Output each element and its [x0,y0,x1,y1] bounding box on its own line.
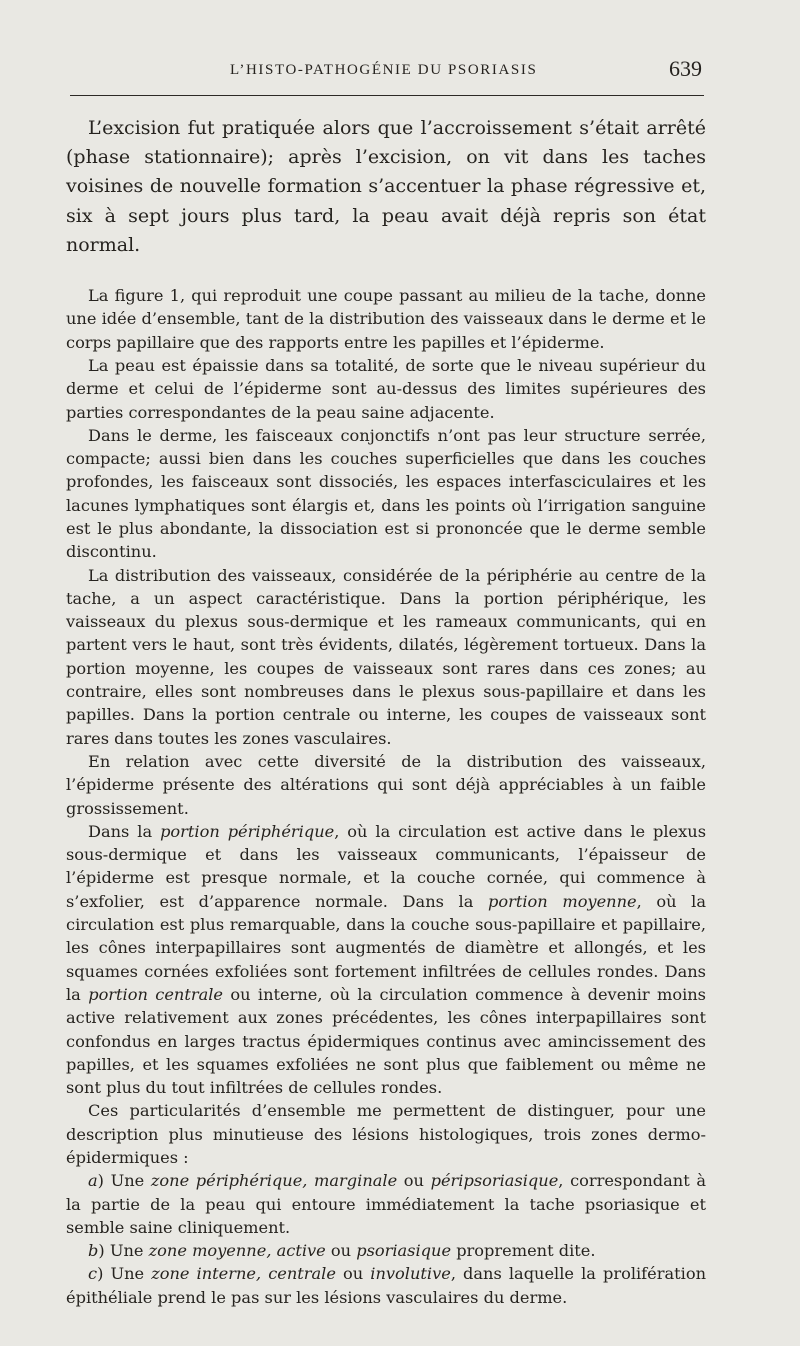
paragraph-relation: En relation avec cette diversité de la distribution des vaisseaux, l’épiderme présente des altérations qui sont déjà appréciables à un faible grossissement. [66,751,706,818]
paragraph-portions: Dans la portion périphérique, où la circulation est active dans le plexus sous-dermique et dans les vaisseaux communicants, l’épaisseur de l’épiderme est presque normale, et la couche cornée, qui commence à s’exfolier, est d’apparence normale. Dans la portion moyenne, où la circulation est plus remarquable, dans la couche sous-papillaire et papillaire, les cônes interpapillaires sont augmentés de diamètre et allongés, et les squames cornées exfoliées sont fortement infiltrées de cellules rondes. Dans la portion centrale ou interne, où la circulation commence à devenir moins active relativement aux zones précédentes, les cônes interpapillaires sont confondus en larges tractus épidermiques continus avec amincissement des papilles, et les squames exfoliées ne sont plus que faiblement ou même ne sont plus du tout infiltrées de cellules rondes. [66,821,706,1098]
paragraph-figure: La figure 1, qui reproduit une coupe passant au milieu de la tache, donne une idée d’ensemble, tant de la distribution des vaisseaux dans le derme et le corps papillaire que des rapports entre les papilles et l’épiderme. [66,286,706,352]
list-item-c: c) Une zone interne, centrale ou involutive, dans laquelle la prolifération épithéliale prend le pas sur les lésions vasculaires du derme. [66,1264,706,1307]
list-item-a: a) Une zone périphérique, marginale ou péripsoriasique, correspondant à la partie de la peau qui entoure immédiatement la tache psoriasique et semble saine cliniquement. [66,1171,706,1237]
running-title: L’HISTO-PATHOGÉNIE DU PSORIASIS [230,62,538,78]
paragraph-peau: La peau est épaissie dans sa totalité, de sorte que le niveau supérieur du derme et celui de l’épiderme sont au-dessus des limites supérieures des parties correspondantes de la peau saine adjacente. [66,355,706,422]
intro-section [66,114,706,260]
paragraph-particularites: Ces particularités d’ensemble me permettent de distinguer, pour une description plus minutieuse des lésions histologiques, trois zones dermo-épidermiques : [66,1101,706,1167]
intro-paragraph: L’excision fut pratiquée alors que l’accroissement s’était arrêté (phase stationnaire); après l’excision, on vit dans les taches voisines de nouvelle formation s’accentuer la phase régressive et, six à sept jours plus tard, la peau avait déjà repris son état normal. [66,117,706,256]
header-rule [70,95,704,96]
paragraph-distribution: La distribution des vaisseaux, considérée de la périphérie au centre de la tache, a un aspect caractéristique. Dans la portion périphérique, les vaisseaux du plexus sous-dermique et les rameaux communicants, qui en partent vers le haut, sont très évidents, dilatés, légèrement tortueux. Dans la portion moyenne, les coupes de vaisseaux sont rares dans ces zones; au contraire, elles sont nombreuses dans le plexus sous-papillaire et dans les papilles. Dans la portion centrale ou interne, les coupes de vaisseaux sont rares dans toutes les zones vasculaires. [66,565,706,748]
main-section [66,284,706,1309]
paragraph-derme: Dans le derme, les faisceaux conjonctifs n’ont pas leur structure serrée, compacte; aussi bien dans les couches superficielles que dans les couches profondes, les faisceaux sont dissociés, les espaces interfasciculaires et les lacunes lymphatiques sont élargis et, dans les points où l’irrigation sanguine est le plus abondante, la dissociation est si prononcée que le derme semble discontinu. [66,425,706,562]
body-text [66,114,706,1309]
page-header [66,56,704,90]
page-number: 639 [669,56,702,81]
list-item-b: b) Une zone moyenne, active ou psoriasique proprement dite. [88,1241,596,1261]
